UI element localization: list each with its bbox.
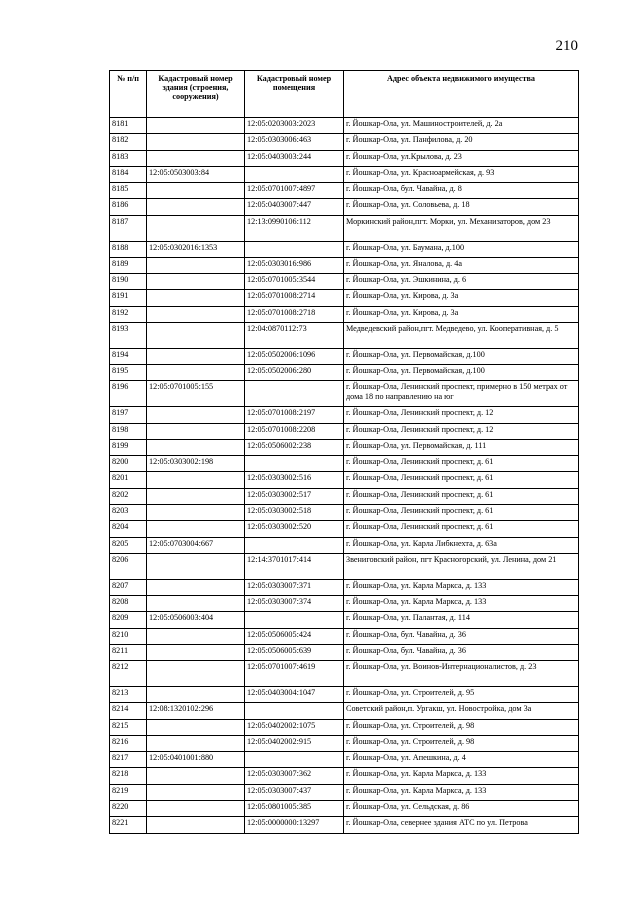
cell-address: г. Йошкар-Ола, бул. Чавайна, д. 36 <box>344 644 579 660</box>
table-row <box>110 579 579 595</box>
table-row <box>110 752 579 768</box>
cell-address: г. Йошкар-Ола, ул. Первомайская, д.100 <box>344 348 579 364</box>
cell-number: 8205 <box>110 537 147 553</box>
cell-building-cadastral <box>147 274 245 290</box>
table-header-row <box>110 71 579 118</box>
cell-building-cadastral <box>147 306 245 322</box>
cell-address: г. Йошкар-Ола, севернее здания АТС по ул. Петрова <box>344 817 579 833</box>
column-header-building-cadastral: Кадастровый номер здания (строения, сооружения) <box>147 71 245 118</box>
cell-number: 8215 <box>110 719 147 735</box>
cell-building-cadastral: 12:05:0302016:1353 <box>147 241 245 257</box>
cell-number: 8187 <box>110 215 147 241</box>
cell-building-cadastral: 12:08:1320102:296 <box>147 703 245 719</box>
cell-room-cadastral <box>245 166 344 182</box>
cell-building-cadastral <box>147 118 245 134</box>
cell-building-cadastral <box>147 199 245 215</box>
cell-number: 8194 <box>110 348 147 364</box>
cell-address: г. Йошкар-Ола, ул. Строителей, д. 98 <box>344 719 579 735</box>
column-header-number: № п/п <box>110 71 147 118</box>
cell-address: г. Йошкар-Ола, бул. Чавайна, д. 8 <box>344 183 579 199</box>
cell-building-cadastral <box>147 423 245 439</box>
cell-address: г. Йошкар-Ола, ул. Карла Маркса, д. 133 <box>344 768 579 784</box>
cell-room-cadastral: 12:05:0701007:4619 <box>245 661 344 687</box>
cell-address: г. Йошкар-Ола, ул. Баумана, д.100 <box>344 241 579 257</box>
cell-number: 8207 <box>110 579 147 595</box>
cell-address: г. Йошкар-Ола, ул. Яналова, д. 4а <box>344 257 579 273</box>
cell-building-cadastral <box>147 687 245 703</box>
cell-room-cadastral: 12:13:0990106:112 <box>245 215 344 241</box>
cell-address: г. Йошкар-Ола, ул. Машиностроителей, д. 2а <box>344 118 579 134</box>
cell-building-cadastral <box>147 505 245 521</box>
cell-room-cadastral: 12:05:0303007:371 <box>245 579 344 595</box>
cell-building-cadastral <box>147 150 245 166</box>
cell-room-cadastral: 12:05:0403007:447 <box>245 199 344 215</box>
cell-address: г. Йошкар-Ола, ул. Сельдская, д. 86 <box>344 801 579 817</box>
table-row <box>110 290 579 306</box>
table-row <box>110 801 579 817</box>
table-row <box>110 365 579 381</box>
cell-address: г. Йошкар-Ола, ул. Карла Маркса, д. 133 <box>344 579 579 595</box>
table-row <box>110 735 579 751</box>
table-row <box>110 456 579 472</box>
cell-room-cadastral: 12:05:0303002:516 <box>245 472 344 488</box>
cell-room-cadastral: 12:05:0506005:424 <box>245 628 344 644</box>
cell-room-cadastral: 12:05:0402002:915 <box>245 735 344 751</box>
cell-number: 8214 <box>110 703 147 719</box>
cell-building-cadastral <box>147 719 245 735</box>
table-row <box>110 381 579 407</box>
cell-address: г. Йошкар-Ола, ул. Карла Маркса, д. 133 <box>344 784 579 800</box>
cell-number: 8186 <box>110 199 147 215</box>
cell-room-cadastral: 12:05:0701005:3544 <box>245 274 344 290</box>
table-row <box>110 768 579 784</box>
cell-room-cadastral: 12:05:0303007:362 <box>245 768 344 784</box>
table-row <box>110 306 579 322</box>
cell-building-cadastral <box>147 323 245 349</box>
cell-address: г. Йошкар-Ола, ул. Кирова, д. 3а <box>344 306 579 322</box>
cell-building-cadastral <box>147 661 245 687</box>
cell-room-cadastral: 12:05:0203003:2023 <box>245 118 344 134</box>
table-row <box>110 488 579 504</box>
cell-room-cadastral: 12:05:0303007:437 <box>245 784 344 800</box>
cell-room-cadastral: 12:05:0303002:517 <box>245 488 344 504</box>
table-row <box>110 423 579 439</box>
cell-room-cadastral: 12:14:3701017:414 <box>245 553 344 579</box>
cell-number: 8183 <box>110 150 147 166</box>
cell-number: 8213 <box>110 687 147 703</box>
cell-building-cadastral <box>147 579 245 595</box>
cell-building-cadastral <box>147 407 245 423</box>
cell-room-cadastral: 12:05:0303002:518 <box>245 505 344 521</box>
cell-room-cadastral <box>245 241 344 257</box>
table-row <box>110 323 579 349</box>
cell-building-cadastral <box>147 348 245 364</box>
cell-number: 8191 <box>110 290 147 306</box>
cell-building-cadastral <box>147 134 245 150</box>
table-row <box>110 348 579 364</box>
cell-building-cadastral <box>147 472 245 488</box>
cell-address: г. Йошкар-Ола, ул. Строителей, д. 95 <box>344 687 579 703</box>
cell-building-cadastral <box>147 801 245 817</box>
property-registry-table <box>109 70 579 834</box>
cell-number: 8202 <box>110 488 147 504</box>
cell-room-cadastral <box>245 381 344 407</box>
cell-number: 8196 <box>110 381 147 407</box>
cell-number: 8209 <box>110 612 147 628</box>
cell-number: 8218 <box>110 768 147 784</box>
cell-room-cadastral: 12:05:0403004:1047 <box>245 687 344 703</box>
cell-building-cadastral: 12:05:0506003:404 <box>147 612 245 628</box>
cell-room-cadastral: 12:05:0000000:13297 <box>245 817 344 833</box>
column-header-room-cadastral: Кадастровый номер помещения <box>245 71 344 118</box>
cell-building-cadastral <box>147 644 245 660</box>
cell-number: 8184 <box>110 166 147 182</box>
cell-room-cadastral: 12:05:0402002:1075 <box>245 719 344 735</box>
cell-number: 8211 <box>110 644 147 660</box>
cell-building-cadastral: 12:05:0303002:198 <box>147 456 245 472</box>
cell-building-cadastral: 12:05:0701005:155 <box>147 381 245 407</box>
cell-room-cadastral <box>245 456 344 472</box>
cell-building-cadastral <box>147 183 245 199</box>
cell-address: г. Йошкар-Ола, ул. Палантая, д. 114 <box>344 612 579 628</box>
cell-building-cadastral <box>147 784 245 800</box>
cell-number: 8206 <box>110 553 147 579</box>
cell-address: г. Йошкар-Ола, ул. Эшкинина, д. 6 <box>344 274 579 290</box>
cell-number: 8197 <box>110 407 147 423</box>
table-row <box>110 612 579 628</box>
table-row <box>110 183 579 199</box>
cell-number: 8185 <box>110 183 147 199</box>
cell-address: г. Йошкар-Ола, ул. Первомайская, д. 111 <box>344 439 579 455</box>
table-row <box>110 505 579 521</box>
cell-room-cadastral: 12:04:0870112:73 <box>245 323 344 349</box>
cell-room-cadastral: 12:05:0701008:2714 <box>245 290 344 306</box>
cell-building-cadastral <box>147 596 245 612</box>
cell-room-cadastral: 12:05:0303002:520 <box>245 521 344 537</box>
cell-number: 8199 <box>110 439 147 455</box>
cell-building-cadastral <box>147 521 245 537</box>
cell-address: г. Йошкар-Ола, ул. Карла Либкнехта, д. 63а <box>344 537 579 553</box>
cell-building-cadastral <box>147 735 245 751</box>
cell-number: 8219 <box>110 784 147 800</box>
cell-building-cadastral <box>147 439 245 455</box>
table-row <box>110 537 579 553</box>
cell-building-cadastral: 12:05:0503003:84 <box>147 166 245 182</box>
table-body <box>110 118 579 834</box>
cell-number: 8217 <box>110 752 147 768</box>
cell-address: г. Йошкар-Ола, ул.Крылова, д. 23 <box>344 150 579 166</box>
cell-address: г. Йошкар-Ола, ул. Карла Маркса, д. 133 <box>344 596 579 612</box>
table-row <box>110 118 579 134</box>
cell-room-cadastral: 12:05:0801005:385 <box>245 801 344 817</box>
cell-address: г. Йошкар-Ола, ул. Кирова, д. 3а <box>344 290 579 306</box>
cell-address: Медведевский район,пгт. Медведево, ул. Кооперативная, д. 5 <box>344 323 579 349</box>
cell-number: 8200 <box>110 456 147 472</box>
cell-address: Моркинский район,пгт. Морки, ул. Механизаторов, дом 23 <box>344 215 579 241</box>
cell-number: 8220 <box>110 801 147 817</box>
cell-address: г. Йошкар-Ола, ул. Соловьева, д. 18 <box>344 199 579 215</box>
cell-building-cadastral: 12:05:0703004:667 <box>147 537 245 553</box>
cell-address: г. Йошкар-Ола, Ленинский проспект, д. 61 <box>344 521 579 537</box>
cell-address: г. Йошкар-Ола, ул. Воинов-Интернационалистов, д. 23 <box>344 661 579 687</box>
cell-number: 8216 <box>110 735 147 751</box>
table-row <box>110 687 579 703</box>
cell-number: 8189 <box>110 257 147 273</box>
cell-building-cadastral <box>147 257 245 273</box>
cell-room-cadastral: 12:05:0701008:2197 <box>245 407 344 423</box>
cell-address: Звениговский район, пгт Красногорский, ул. Ленина, дом 21 <box>344 553 579 579</box>
cell-room-cadastral: 12:05:0506002:238 <box>245 439 344 455</box>
table-row <box>110 644 579 660</box>
cell-number: 8212 <box>110 661 147 687</box>
table-row <box>110 257 579 273</box>
cell-building-cadastral <box>147 768 245 784</box>
cell-room-cadastral <box>245 537 344 553</box>
cell-number: 8195 <box>110 365 147 381</box>
cell-number: 8203 <box>110 505 147 521</box>
cell-number: 8198 <box>110 423 147 439</box>
cell-address: г. Йошкар-Ола, Ленинский проспект, д. 61 <box>344 456 579 472</box>
cell-room-cadastral <box>245 612 344 628</box>
page-number: 210 <box>555 38 578 54</box>
table-row <box>110 166 579 182</box>
cell-room-cadastral: 12:05:0303007:374 <box>245 596 344 612</box>
cell-building-cadastral: 12:05:0401001:880 <box>147 752 245 768</box>
cell-number: 8201 <box>110 472 147 488</box>
cell-building-cadastral <box>147 488 245 504</box>
cell-number: 8192 <box>110 306 147 322</box>
column-header-address: Адрес объекта недвижимого имущества <box>344 71 579 118</box>
cell-building-cadastral <box>147 817 245 833</box>
cell-building-cadastral <box>147 215 245 241</box>
cell-room-cadastral: 12:05:0403003:244 <box>245 150 344 166</box>
table-row <box>110 817 579 833</box>
cell-room-cadastral: 12:05:0303016:986 <box>245 257 344 273</box>
cell-room-cadastral: 12:05:0502006:280 <box>245 365 344 381</box>
table-row <box>110 661 579 687</box>
table-row <box>110 784 579 800</box>
table-row <box>110 241 579 257</box>
cell-address: г. Йошкар-Ола, ул. Панфилова, д. 20 <box>344 134 579 150</box>
cell-address: г. Йошкар-Ола, Ленинский проспект, д. 61 <box>344 505 579 521</box>
cell-address: г. Йошкар-Ола, бул. Чавайна, д. 36 <box>344 628 579 644</box>
cell-room-cadastral <box>245 752 344 768</box>
cell-room-cadastral: 12:05:0701008:2718 <box>245 306 344 322</box>
cell-building-cadastral <box>147 628 245 644</box>
table-row <box>110 628 579 644</box>
cell-address: г. Йошкар-Ола, Ленинский проспект, д. 61 <box>344 472 579 488</box>
cell-address: г. Йошкар-Ола, ул. Апешкина, д. 4 <box>344 752 579 768</box>
table-row <box>110 596 579 612</box>
cell-address: г. Йошкар-Ола, Ленинский проспект, д. 12 <box>344 423 579 439</box>
cell-building-cadastral <box>147 365 245 381</box>
cell-building-cadastral <box>147 553 245 579</box>
cell-room-cadastral: 12:05:0701008:2208 <box>245 423 344 439</box>
table-row <box>110 703 579 719</box>
cell-address: г. Йошкар-Ола, Ленинский проспект, примерно в 150 метрах от дома 18 по направлению на юг <box>344 381 579 407</box>
table-row <box>110 472 579 488</box>
cell-address: г. Йошкар-Ола, ул. Первомайская, д.100 <box>344 365 579 381</box>
cell-room-cadastral: 12:05:0506005:639 <box>245 644 344 660</box>
cell-number: 8204 <box>110 521 147 537</box>
cell-number: 8208 <box>110 596 147 612</box>
table-row <box>110 719 579 735</box>
cell-address: г. Йошкар-Ола, Ленинский проспект, д. 12 <box>344 407 579 423</box>
cell-address: г. Йошкар-Ола, Ленинский проспект, д. 61 <box>344 488 579 504</box>
table-row <box>110 134 579 150</box>
cell-number: 8221 <box>110 817 147 833</box>
cell-number: 8188 <box>110 241 147 257</box>
cell-building-cadastral <box>147 290 245 306</box>
table-row <box>110 553 579 579</box>
cell-number: 8190 <box>110 274 147 290</box>
cell-number: 8193 <box>110 323 147 349</box>
cell-room-cadastral: 12:05:0701007:4897 <box>245 183 344 199</box>
cell-address: Советский район,п. Ургакш, ул. Новостройка, дом 3а <box>344 703 579 719</box>
cell-address: г. Йошкар-Ола, ул. Красноармейская, д. 93 <box>344 166 579 182</box>
cell-number: 8181 <box>110 118 147 134</box>
table-row <box>110 199 579 215</box>
cell-number: 8182 <box>110 134 147 150</box>
cell-number: 8210 <box>110 628 147 644</box>
table-row <box>110 407 579 423</box>
cell-address: г. Йошкар-Ола, ул. Строителей, д. 98 <box>344 735 579 751</box>
cell-room-cadastral: 12:05:0502006:1096 <box>245 348 344 364</box>
cell-room-cadastral: 12:05:0303006:463 <box>245 134 344 150</box>
table-row <box>110 439 579 455</box>
table-row <box>110 150 579 166</box>
cell-room-cadastral <box>245 703 344 719</box>
table-row <box>110 215 579 241</box>
table-row <box>110 521 579 537</box>
table-row <box>110 274 579 290</box>
